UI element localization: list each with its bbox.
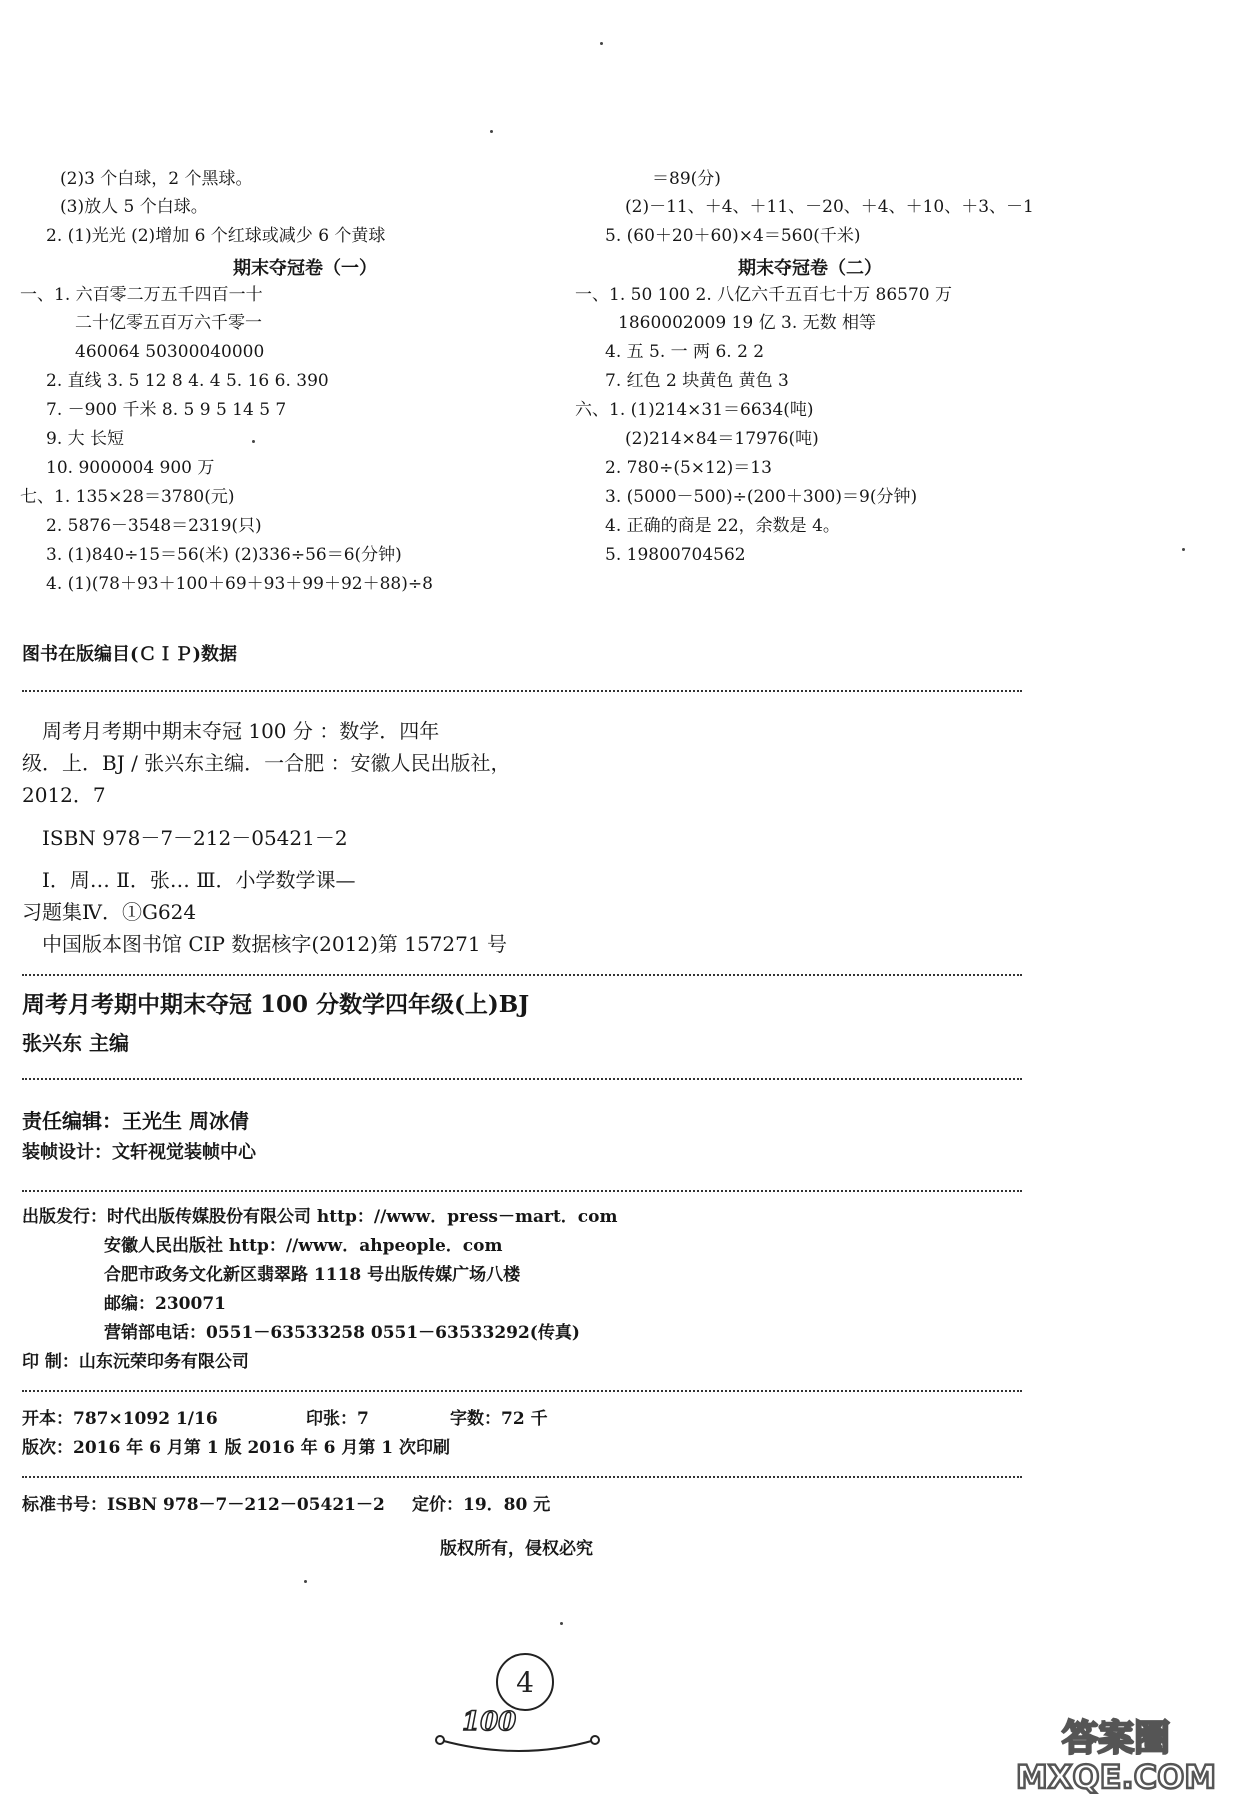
answer-line: 2. 直线 3. 5 12 8 4. 4 5. 16 6. 390 — [46, 371, 329, 391]
book-format: 开本：787×1092 1/16 — [22, 1409, 218, 1429]
answer-line: 7. 红色 2 块黄色 黄色 3 — [605, 371, 789, 391]
word-count: 字数：72 千 — [450, 1409, 548, 1429]
scan-speck — [600, 42, 603, 45]
footer-mark: 100 — [462, 1707, 517, 1737]
logo-bottom-text: MXQE.COM — [1015, 1758, 1217, 1794]
sales-phone: 营销部电话：0551－63533258 0551－63533292(传真) — [104, 1323, 580, 1343]
scan-speck — [1182, 548, 1185, 551]
answer-line: 一、1. 六百零二万五千四百一十 — [20, 285, 263, 305]
edition: 版次：2016 年 6 月第 1 版 2016 年 6 月第 1 次印刷 — [22, 1438, 451, 1458]
answer-line: 2. (1)光光 (2)增加 6 个红球或减少 6 个黄球 — [46, 226, 386, 246]
standard-book-number: 标准书号：ISBN 978－7－212－05421－2 — [22, 1495, 385, 1515]
cip-line: 级．上．BJ / 张兴东主编．一合肥 ：安徽人民出版社， — [22, 751, 511, 775]
publisher-line: 安徽人民出版社 http：//www．ahpeople．com — [104, 1236, 503, 1256]
print-sheets: 印张：7 — [306, 1409, 369, 1429]
section-heading-two: 期末夺冠卷（二） — [738, 258, 882, 279]
ornament-dot — [591, 1736, 599, 1744]
answer-line: 4. 正确的商是 22，余数是 4。 — [605, 516, 840, 536]
answer-line: (2)－11、＋4、＋11、－20、＋4、＋10、＋3、－1 — [625, 197, 1034, 217]
scan-speck — [490, 130, 493, 133]
price: 定价：19．80 元 — [412, 1495, 551, 1515]
page-number-ornament — [430, 1644, 610, 1754]
dotted-divider — [22, 1078, 1022, 1080]
scan-speck — [560, 1622, 563, 1625]
publisher-line: 出版发行：时代出版传媒股份有限公司 http：//www．press－mart．com — [22, 1207, 618, 1227]
cip-line: 周考月考期中期末夺冠 100 分 ：数学．四年 — [42, 719, 440, 743]
printer: 印 制：山东沅荣印务有限公司 — [22, 1352, 249, 1372]
answer-line: 1860002009 19 亿 3. 无数 相等 — [618, 313, 877, 333]
answer-line: 一、1. 50 100 2. 八亿六千五百七十万 86570 万 — [575, 285, 953, 305]
book-editor: 张兴东 主编 — [22, 1031, 129, 1055]
answer-line: (3)放人 5 个白球。 — [60, 197, 208, 217]
answer-line: ＝89(分) — [652, 169, 721, 189]
logo-top-text: 答案圈 — [1061, 1718, 1171, 1759]
cip-line: 中国版本图书馆 CIP 数据核字(2012)第 157271 号 — [42, 932, 507, 956]
isbn-line: ISBN 978－7－212－05421－2 — [42, 826, 348, 850]
responsible-editors: 责任编辑：王光生 周冰倩 — [22, 1109, 249, 1133]
dotted-divider — [22, 1476, 1022, 1478]
section-heading-one: 期末夺冠卷（一） — [233, 258, 377, 279]
dotted-divider — [22, 690, 1022, 692]
dotted-divider — [22, 974, 1022, 976]
answer-line: 二十亿零五百万六千零一 — [75, 313, 262, 333]
cip-line: Ⅰ．周… Ⅱ．张… Ⅲ．小学数学课— — [42, 868, 356, 892]
dotted-divider — [22, 1190, 1022, 1192]
scan-speck — [252, 440, 255, 443]
answer-line: (2)214×84＝17976(吨) — [625, 429, 819, 449]
ornament-dot — [436, 1736, 444, 1744]
answer-line: 460064 50300040000 — [75, 342, 265, 362]
postcode: 邮编：230071 — [104, 1294, 226, 1314]
dotted-divider — [22, 1390, 1022, 1392]
answer-line: 3. (1)840÷15＝56(米) (2)336÷56＝6(分钟) — [46, 545, 402, 565]
answer-line: 10. 9000004 900 万 — [46, 458, 215, 478]
answer-line: 5. (60＋20＋60)×4＝560(千米) — [605, 226, 861, 246]
answer-line: 7. －900 千米 8. 5 9 5 14 5 7 — [46, 400, 287, 420]
cover-design: 装帧设计：文轩视觉装帧中心 — [22, 1142, 256, 1163]
page-number: 4 — [516, 1666, 534, 1699]
answer-line: 2. 5876－3548＝2319(只) — [46, 516, 262, 536]
book-title: 周考月考期中期末夺冠 100 分数学四年级(上)BJ — [22, 991, 530, 1018]
cip-title: 图书在版编目(ＣＩＰ)数据 — [22, 644, 238, 665]
ornament-arc — [440, 1740, 595, 1751]
site-watermark-logo — [1011, 1712, 1221, 1794]
publisher-address: 合肥市政务文化新区翡翠路 1118 号出版传媒广场八楼 — [104, 1265, 521, 1285]
answer-line: 9. 大 长短 — [46, 429, 125, 449]
scan-speck — [304, 1580, 307, 1583]
answer-line: 4. (1)(78＋93＋100＋69＋93＋99＋92＋88)÷8 — [46, 574, 433, 594]
answer-line: 七、1. 135×28＝3780(元) — [20, 487, 235, 507]
answer-line: (2)3 个白球，2 个黑球。 — [60, 169, 253, 189]
cip-line: 2012．7 — [22, 783, 106, 807]
copyright-notice: 版权所有，侵权必究 — [440, 1539, 593, 1559]
answer-line: 六、1. (1)214×31＝6634(吨) — [575, 400, 814, 420]
cip-line: 习题集Ⅳ．①G624 — [22, 900, 197, 924]
answer-line: 5. 19800704562 — [605, 545, 746, 565]
answer-line: 3. (5000－500)÷(200＋300)＝9(分钟) — [605, 487, 918, 507]
answer-line: 2. 780÷(5×12)＝13 — [605, 458, 772, 478]
answer-line: 4. 五 5. 一 两 6. 2 2 — [605, 342, 765, 362]
